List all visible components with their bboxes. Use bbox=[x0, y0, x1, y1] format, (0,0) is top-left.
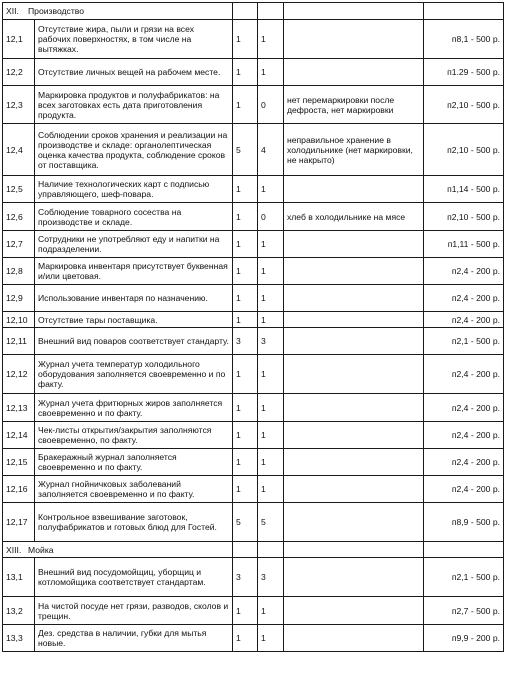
max-score: 1 bbox=[233, 394, 258, 422]
item-description: Соблюдении сроков хранения и реализации на производстве и складе: органолептическая оценка качества продукта, соблюдение сроков от поставщика. bbox=[35, 124, 233, 176]
inspector-note bbox=[284, 394, 424, 422]
table-row bbox=[3, 449, 504, 476]
table-row bbox=[3, 355, 504, 394]
max-score: 1 bbox=[233, 86, 258, 124]
table-row bbox=[3, 558, 504, 597]
inspector-note: неправильное хранение в холодильнике (нет маркировки, не накрыто) bbox=[284, 124, 424, 176]
item-number: 12,9 bbox=[3, 285, 35, 312]
fine-amount: п2,10 - 500 р. bbox=[424, 124, 504, 176]
max-score: 1 bbox=[233, 258, 258, 285]
max-score: 1 bbox=[233, 231, 258, 258]
inspector-note bbox=[284, 558, 424, 597]
item-number: 12,2 bbox=[3, 59, 35, 86]
section-number: XII. bbox=[6, 6, 19, 16]
actual-score: 1 bbox=[258, 176, 284, 203]
table-row bbox=[3, 203, 504, 231]
item-number: 12,12 bbox=[3, 355, 35, 394]
fine-amount: п2,10 - 500 р. bbox=[424, 86, 504, 124]
section-header-row bbox=[3, 542, 504, 558]
item-description: Отсутствие личных вещей на рабочем месте. bbox=[35, 59, 233, 86]
item-description: На чистой посуде нет грязи, разводов, сколов и трещин. bbox=[35, 597, 233, 625]
max-score: 1 bbox=[233, 625, 258, 652]
actual-score: 1 bbox=[258, 394, 284, 422]
max-score: 5 bbox=[233, 503, 258, 542]
item-description: Маркировка продуктов и полуфабрикатов: на всех заготовках есть дата приготовления продукта. bbox=[35, 86, 233, 124]
fine-amount: п2,4 - 200 р. bbox=[424, 355, 504, 394]
fine-amount: п2,10 - 500 р. bbox=[424, 203, 504, 231]
item-description: Журнал учета температур холодильного оборудования заполняется своевременно и по факту. bbox=[35, 355, 233, 394]
actual-score: 1 bbox=[258, 625, 284, 652]
inspector-note bbox=[284, 312, 424, 328]
section-header-row bbox=[3, 3, 504, 20]
fine-amount: п9,9 - 200 р. bbox=[424, 625, 504, 652]
actual-score: 1 bbox=[258, 59, 284, 86]
item-number: 12,3 bbox=[3, 86, 35, 124]
table-row bbox=[3, 86, 504, 124]
table-row bbox=[3, 503, 504, 542]
fine-amount: п2,1 - 500 р. bbox=[424, 328, 504, 355]
actual-score: 1 bbox=[258, 449, 284, 476]
table-row bbox=[3, 231, 504, 258]
section-header bbox=[3, 542, 233, 558]
max-score: 1 bbox=[233, 312, 258, 328]
max-score: 1 bbox=[233, 355, 258, 394]
table-row bbox=[3, 258, 504, 285]
max-score: 1 bbox=[233, 20, 258, 59]
inspector-note bbox=[284, 422, 424, 449]
table-row bbox=[3, 124, 504, 176]
fine-amount: п2,7 - 500 р. bbox=[424, 597, 504, 625]
item-number: 12,7 bbox=[3, 231, 35, 258]
fine-amount: п2,4 - 200 р. bbox=[424, 422, 504, 449]
actual-score: 0 bbox=[258, 86, 284, 124]
max-score: 1 bbox=[233, 597, 258, 625]
table-row bbox=[3, 20, 504, 59]
actual-score: 1 bbox=[258, 355, 284, 394]
table-row bbox=[3, 597, 504, 625]
max-score: 1 bbox=[233, 476, 258, 503]
item-number: 12,11 bbox=[3, 328, 35, 355]
table-row bbox=[3, 394, 504, 422]
section-header-empty-cell bbox=[284, 3, 424, 20]
section-header-empty-cell bbox=[424, 3, 504, 20]
item-description: Бракеражный журнал заполняется своевременно и по факту. bbox=[35, 449, 233, 476]
fine-amount: п1.29 - 500 р. bbox=[424, 59, 504, 86]
section-header-empty-cell bbox=[233, 542, 258, 558]
item-description: Внешний вид посудомойщиц, уборщиц и котломойщика соответствует стандартам. bbox=[35, 558, 233, 597]
actual-score: 3 bbox=[258, 558, 284, 597]
item-description: Использование инвентаря по назначению. bbox=[35, 285, 233, 312]
section-title: Мойка bbox=[28, 544, 54, 555]
inspector-note bbox=[284, 597, 424, 625]
table-row bbox=[3, 176, 504, 203]
item-description: Наличие технологических карт с подписью управляющего, шеф-повара. bbox=[35, 176, 233, 203]
item-number: 12,15 bbox=[3, 449, 35, 476]
section-header-empty-cell bbox=[424, 542, 504, 558]
actual-score: 1 bbox=[258, 258, 284, 285]
fine-amount: п2,4 - 200 р. bbox=[424, 449, 504, 476]
max-score: 1 bbox=[233, 59, 258, 86]
fine-amount: п2,4 - 200 р. bbox=[424, 312, 504, 328]
fine-amount: п1,14 - 500 р. bbox=[424, 176, 504, 203]
table-row bbox=[3, 59, 504, 86]
inspector-note bbox=[284, 476, 424, 503]
actual-score: 3 bbox=[258, 328, 284, 355]
table-row bbox=[3, 328, 504, 355]
max-score: 5 bbox=[233, 124, 258, 176]
section-header-empty-cell bbox=[233, 3, 258, 20]
section-title: Производство bbox=[28, 6, 85, 16]
inspector-note bbox=[284, 176, 424, 203]
actual-score: 4 bbox=[258, 124, 284, 176]
section-header-empty-cell bbox=[258, 3, 284, 20]
max-score: 1 bbox=[233, 285, 258, 312]
item-description: Сотрудники не употребляют еду и напитки на подразделении. bbox=[35, 231, 233, 258]
item-number: 13,3 bbox=[3, 625, 35, 652]
section-header bbox=[3, 3, 233, 20]
inspector-note bbox=[284, 285, 424, 312]
inspector-note bbox=[284, 625, 424, 652]
fine-amount: п1,11 - 500 р. bbox=[424, 231, 504, 258]
inspector-note bbox=[284, 503, 424, 542]
item-number: 12,5 bbox=[3, 176, 35, 203]
item-description: Контрольное взвешивание заготовок, полуфабрикатов и готовых блюд для Гостей. bbox=[35, 503, 233, 542]
inspector-note bbox=[284, 355, 424, 394]
item-description: Чек-листы открытия/закрытия заполняются своевременно, по факту. bbox=[35, 422, 233, 449]
item-description: Маркировка инвентаря присутствует буквенная и/или цветовая. bbox=[35, 258, 233, 285]
max-score: 3 bbox=[233, 328, 258, 355]
inspector-note bbox=[284, 231, 424, 258]
item-description: Журнал гнойничковых заболеваний заполняется своевременно и по факту. bbox=[35, 476, 233, 503]
inspector-note: нет перемаркировки после дефроста, нет маркировки bbox=[284, 86, 424, 124]
table-row bbox=[3, 476, 504, 503]
inspector-note bbox=[284, 20, 424, 59]
item-description: Журнал учета фритюрных жиров заполняется своевременно и по факту. bbox=[35, 394, 233, 422]
item-number: 12,1 bbox=[3, 20, 35, 59]
max-score: 1 bbox=[233, 449, 258, 476]
fine-amount: п8,1 - 500 р. bbox=[424, 20, 504, 59]
item-description: Внешний вид поваров соответствует стандарту. bbox=[35, 328, 233, 355]
item-number: 12,10 bbox=[3, 312, 35, 328]
item-number: 12,16 bbox=[3, 476, 35, 503]
table-body bbox=[3, 3, 504, 652]
inspector-note bbox=[284, 328, 424, 355]
fine-amount: п2,4 - 200 р. bbox=[424, 476, 504, 503]
inspector-note bbox=[284, 59, 424, 86]
table-row bbox=[3, 422, 504, 449]
fine-amount: п2,4 - 200 р. bbox=[424, 394, 504, 422]
inspection-checklist-table bbox=[2, 2, 504, 652]
actual-score: 1 bbox=[258, 422, 284, 449]
max-score: 1 bbox=[233, 203, 258, 231]
section-header-empty-cell bbox=[284, 542, 424, 558]
table-row bbox=[3, 285, 504, 312]
actual-score: 1 bbox=[258, 597, 284, 625]
table-row bbox=[3, 312, 504, 328]
table-row bbox=[3, 625, 504, 652]
max-score: 3 bbox=[233, 558, 258, 597]
actual-score: 0 bbox=[258, 203, 284, 231]
inspector-note: хлеб в холодильнике на мясе bbox=[284, 203, 424, 231]
actual-score: 1 bbox=[258, 231, 284, 258]
actual-score: 1 bbox=[258, 20, 284, 59]
actual-score: 1 bbox=[258, 285, 284, 312]
item-description: Отсутствие жира, пыли и грязи на всех рабочих поверхностях, в том числе на вытяжках. bbox=[35, 20, 233, 59]
max-score: 1 bbox=[233, 176, 258, 203]
item-number: 13,2 bbox=[3, 597, 35, 625]
fine-amount: п8,9 - 500 р. bbox=[424, 503, 504, 542]
item-number: 12,17 bbox=[3, 503, 35, 542]
inspector-note bbox=[284, 258, 424, 285]
inspector-note bbox=[284, 449, 424, 476]
fine-amount: п2,1 - 500 р. bbox=[424, 558, 504, 597]
item-number: 12,13 bbox=[3, 394, 35, 422]
section-number: XIII. bbox=[6, 544, 22, 555]
item-description: Отсутствие тары поставщика. bbox=[35, 312, 233, 328]
actual-score: 1 bbox=[258, 312, 284, 328]
max-score: 1 bbox=[233, 422, 258, 449]
item-number: 12,6 bbox=[3, 203, 35, 231]
actual-score: 1 bbox=[258, 476, 284, 503]
item-description: Дез. средства в наличии, губки для мытья новые. bbox=[35, 625, 233, 652]
section-header-empty-cell bbox=[258, 542, 284, 558]
item-number: 12,8 bbox=[3, 258, 35, 285]
actual-score: 5 bbox=[258, 503, 284, 542]
item-number: 12,4 bbox=[3, 124, 35, 176]
fine-amount: п2,4 - 200 р. bbox=[424, 285, 504, 312]
item-description: Соблюдение товарного сосества на производстве и складе. bbox=[35, 203, 233, 231]
item-number: 13,1 bbox=[3, 558, 35, 597]
item-number: 12,14 bbox=[3, 422, 35, 449]
fine-amount: п2,4 - 200 р. bbox=[424, 258, 504, 285]
